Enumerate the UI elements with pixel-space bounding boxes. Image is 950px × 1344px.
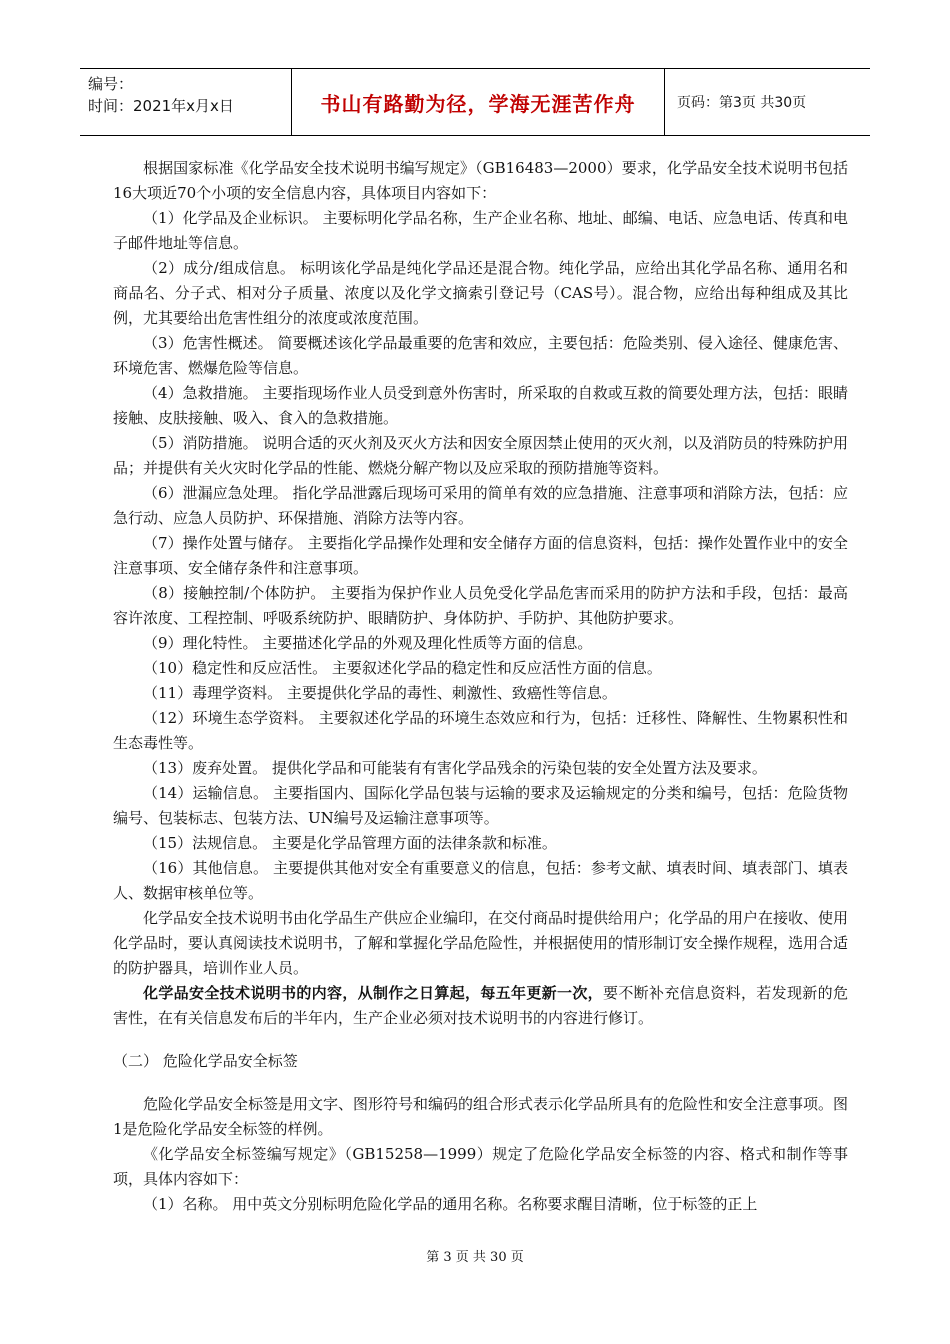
paragraph: （9）理化特性。 主要描述化学品的外观及理化性质等方面的信息。 — [143, 634, 593, 652]
emphasis-bold-text: 化学品安全技术说明书的内容，从制作之日算起，每五年更新一次， — [143, 984, 603, 1002]
header-motto: 书山有路勤为径，学海无涯苦作舟 — [292, 69, 665, 135]
paragraph: （11）毒理学资料。 主要提供化学品的毒性、刺激性、致癌性等信息。 — [143, 684, 617, 702]
page-header — [80, 68, 870, 136]
page-footer: 第 3 页 共 30 页 — [426, 1250, 524, 1265]
paragraph: （12）环境生态学资料。 主要叙述化学品的环境生态效应和行为，包括：迁移性、降解性、生物累积性和生态毒性等。 — [113, 709, 848, 752]
paragraph: 危险化学品安全标签是用文字、图形符号和编码的组合形式表示化学品所具有的危险性和安全注意事项。图1是危险化学品安全标签的样例。 — [113, 1095, 849, 1138]
paragraph: （8）接触控制/个体防护。 主要指为保护作业人员免受化学品危害而采用的防护方法和手段，包括：最高容许浓度、工程控制、呼吸系统防护、眼睛防护、身体防护、手防护、其他防护要求。 — [113, 584, 848, 627]
paragraph: （2）成分/组成信息。 标明该化学品是纯化学品还是混合物。纯化学品，应给出其化学品名称、通用名和商品名、分子式、相对分子质量、浓度以及化学文摘索引登记号（CAS号）。混合物，应给出每种组成及其比例，尤其要给出危害性组分的浓度或浓度范围。 — [113, 259, 848, 327]
paragraph: （4）急救措施。 主要指现场作业人员受到意外伤害时，所采取的自救或互救的简要处理方法，包括：眼睛接触、皮肤接触、吸入、食入的急救措施。 — [113, 384, 848, 427]
paragraph: 化学品安全技术说明书由化学品生产供应企业编印，在交付商品时提供给用户；化学品的用户在接收、使用化学品时，要认真阅读技术说明书，了解和掌握化学品危险性，并根据使用的情形制订安全操作规程，选用合适的防护器具，培训作业人员。 — [113, 909, 849, 977]
paragraph: 《化学品安全标签编写规定》（GB15258—1999）规定了危险化学品安全标签的内容、格式和制作等事项，具体内容如下： — [113, 1145, 848, 1188]
paragraph: （15）法规信息。 主要是化学品管理方面的法律条款和标准。 — [143, 834, 557, 852]
paragraph: 根据国家标准《化学品安全技术说明书编写规定》（GB16483—2000）要求，化学品安全技术说明书包括16大项近70个小项的安全信息内容，具体项目内容如下： — [113, 159, 848, 202]
paragraph: （1）名称。 用中英文分别标明危险化学品的通用名称。名称要求醒目清晰，位于标签的正上 — [143, 1195, 758, 1213]
paragraph: （1）化学品及企业标识。 主要标明化学品名称，生产企业名称、地址、邮编、电话、应急电话、传真和电子邮件地址等信息。 — [113, 209, 848, 252]
paragraph: （16）其他信息。 主要提供其他对安全有重要意义的信息，包括：参考文献、填表时间、填表部门、填表人、数据审核单位等。 — [113, 859, 848, 902]
document-body — [113, 156, 848, 1217]
paragraph: （10）稳定性和反应活性。 主要叙述化学品的稳定性和反应活性方面的信息。 — [143, 659, 662, 677]
paragraph: （5）消防措施。 说明合适的灭火剂及灭火方法和因安全原因禁止使用的灭火剂，以及消防员的特殊防护用品；并提供有关火灾时化学品的性能、燃烧分解产物以及应采取的预防措施等资料。 — [113, 434, 848, 477]
header-meta — [80, 69, 292, 135]
paragraph: （14）运输信息。 主要指国内、国际化学品包装与运输的要求及运输规定的分类和编号，包括：危险货物编号、包装标志、包装方法、UN编号及运输注意事项等。 — [113, 784, 848, 827]
section-title: （二） 危险化学品安全标签 — [113, 1052, 298, 1070]
header-page-info: 页码：第3页 共30页 — [677, 95, 807, 111]
paragraph: （7）操作处置与储存。 主要指化学品操作处理和安全储存方面的信息资料，包括：操作处置作业中的安全注意事项、安全储存条件和注意事项。 — [113, 534, 848, 577]
emphasis-paragraph — [113, 981, 848, 1031]
paragraph: （13）废弃处置。 提供化学品和可能装有有害化学品残余的污染包装的安全处置方法及要求。 — [143, 759, 767, 777]
paragraph: （3）危害性概述。 简要概述该化学品最重要的危害和效应，主要包括：危险类别、侵入途径、健康危害、环境危害、燃爆危险等信息。 — [113, 334, 848, 377]
document-number-label: 编号： — [88, 75, 134, 93]
document-time-label: 时间：2021年x月x日 — [88, 97, 234, 115]
paragraph: （6）泄漏应急处理。 指化学品泄露后现场可采用的简单有效的应急措施、注意事项和消除方法，包括：应急行动、应急人员防护、环保措施、消除方法等内容。 — [113, 484, 848, 527]
emphasis-rest-text: 要不断补充信息资料，若发现新的危害性，在有关信息发布后的半年内，生产企业必须对技术说明书的内容进行修订。 — [113, 984, 848, 1027]
